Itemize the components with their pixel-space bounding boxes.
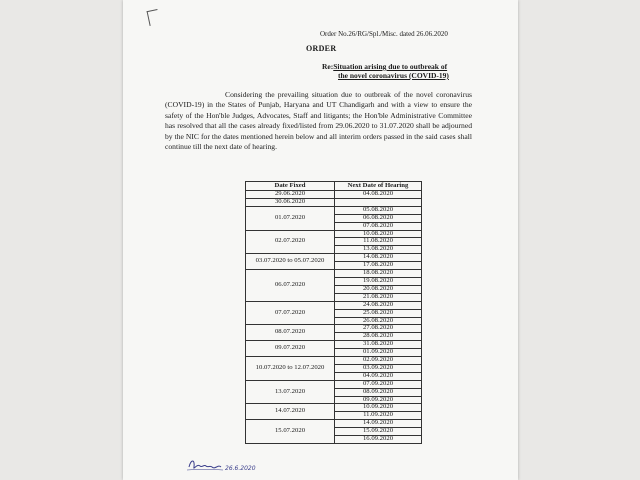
table-row bbox=[246, 420, 422, 428]
next-date-cell: 13.08.2020 bbox=[335, 246, 422, 254]
table-row bbox=[246, 404, 422, 412]
date-fixed-cell: 03.07.2020 to 05.07.2020 bbox=[246, 254, 335, 270]
table-row bbox=[246, 301, 422, 309]
next-date-cell: 18.08.2020 bbox=[335, 270, 422, 278]
header-date-fixed: Date Fixed bbox=[246, 182, 335, 191]
order-number: Order No.26/RG/Spl./Misc. dated 26.06.2020 bbox=[320, 30, 448, 38]
next-date-cell: 06.08.2020 bbox=[335, 214, 422, 222]
next-date-cell: 25.08.2020 bbox=[335, 309, 422, 317]
subject-line-1: Situation arising due to outbreak of bbox=[333, 62, 448, 71]
date-fixed-cell: 13.07.2020 bbox=[246, 380, 335, 404]
date-fixed-cell: 01.07.2020 bbox=[246, 206, 335, 230]
next-date-cell: 11.09.2020 bbox=[335, 412, 422, 420]
next-date-cell: 27.08.2020 bbox=[335, 325, 422, 333]
next-date-cell: 14.08.2020 bbox=[335, 254, 422, 262]
table-row bbox=[246, 270, 422, 278]
next-date-cell: 15.09.2020 bbox=[335, 428, 422, 436]
table-row bbox=[246, 325, 422, 333]
adjournment-table bbox=[245, 181, 422, 444]
handwritten-signature bbox=[185, 455, 265, 475]
next-date-cell: 10.08.2020 bbox=[335, 230, 422, 238]
next-date-cell: 01.09.2020 bbox=[335, 349, 422, 357]
next-date-cell: 02.09.2020 bbox=[335, 357, 422, 365]
next-date-cell: 24.08.2020 bbox=[335, 301, 422, 309]
subject-line-2: the novel coronavirus (COVID-19) bbox=[338, 71, 449, 80]
next-date-cell: 05.08.2020 bbox=[335, 206, 422, 214]
next-date-cell: 07.09.2020 bbox=[335, 380, 422, 388]
table-body bbox=[246, 191, 422, 444]
table-row bbox=[246, 230, 422, 238]
table-row bbox=[246, 254, 422, 262]
date-fixed-cell: 29.06.2020 bbox=[246, 191, 335, 199]
next-date-cell: 04.08.2020 bbox=[335, 191, 422, 199]
header-next-date: Next Date of Hearing bbox=[335, 182, 422, 191]
subject-block bbox=[322, 62, 449, 80]
signature-date: 26.6.2020 bbox=[225, 465, 256, 472]
date-fixed-cell: 15.07.2020 bbox=[246, 420, 335, 444]
next-date-cell: 03.09.2020 bbox=[335, 364, 422, 372]
date-fixed-cell: 06.07.2020 bbox=[246, 270, 335, 302]
date-fixed-cell: 02.07.2020 bbox=[246, 230, 335, 254]
next-date-cell: 08.09.2020 bbox=[335, 388, 422, 396]
next-date-cell: 28.08.2020 bbox=[335, 333, 422, 341]
next-date-cell: 31.08.2020 bbox=[335, 341, 422, 349]
next-date-cell: 26.08.2020 bbox=[335, 317, 422, 325]
subject-prefix: Re: bbox=[322, 62, 334, 71]
next-date-cell: 11.08.2020 bbox=[335, 238, 422, 246]
date-fixed-cell: 08.07.2020 bbox=[246, 325, 335, 341]
table-row bbox=[246, 341, 422, 349]
table-row bbox=[246, 206, 422, 214]
next-date-cell: 07.08.2020 bbox=[335, 222, 422, 230]
table-row bbox=[246, 380, 422, 388]
next-date-cell: 14.09.2020 bbox=[335, 420, 422, 428]
table-row bbox=[246, 357, 422, 365]
date-fixed-cell: 30.06.2020 bbox=[246, 198, 335, 206]
next-date-cell: 09.09.2020 bbox=[335, 396, 422, 404]
next-date-cell: 04.09.2020 bbox=[335, 372, 422, 380]
date-fixed-cell: 09.07.2020 bbox=[246, 341, 335, 357]
date-fixed-cell: 10.07.2020 to 12.07.2020 bbox=[246, 357, 335, 381]
next-date-cell: 19.08.2020 bbox=[335, 277, 422, 285]
date-fixed-cell: 14.07.2020 bbox=[246, 404, 335, 420]
next-date-cell: 17.08.2020 bbox=[335, 262, 422, 270]
table-row bbox=[246, 191, 422, 199]
next-date-cell: 21.08.2020 bbox=[335, 293, 422, 301]
table-row bbox=[246, 198, 422, 206]
next-date-cell: 10.09.2020 bbox=[335, 404, 422, 412]
date-fixed-cell: 07.07.2020 bbox=[246, 301, 335, 325]
order-paragraph: Considering the prevailing situation due to outbreak of the novel coronavirus (COVID-19) in the States of Punjab, Haryana and UT Chandigarh and with a view to ensure the safety of the Hon'ble Judges, Advocates, Staff and litigants; the Hon'ble Administrative Committee has resolved that all the cases already fixed/listed from 29.06.2020 to 31.07.2020 shall be adjourned by the NIC for the dates mentioned herein below and all interim orders passed in the said cases shall continue till the next date of hearing. bbox=[165, 90, 472, 152]
next-date-cell: 20.08.2020 bbox=[335, 285, 422, 293]
order-title: ORDER bbox=[306, 44, 337, 53]
next-date-cell: 16.09.2020 bbox=[335, 436, 422, 444]
